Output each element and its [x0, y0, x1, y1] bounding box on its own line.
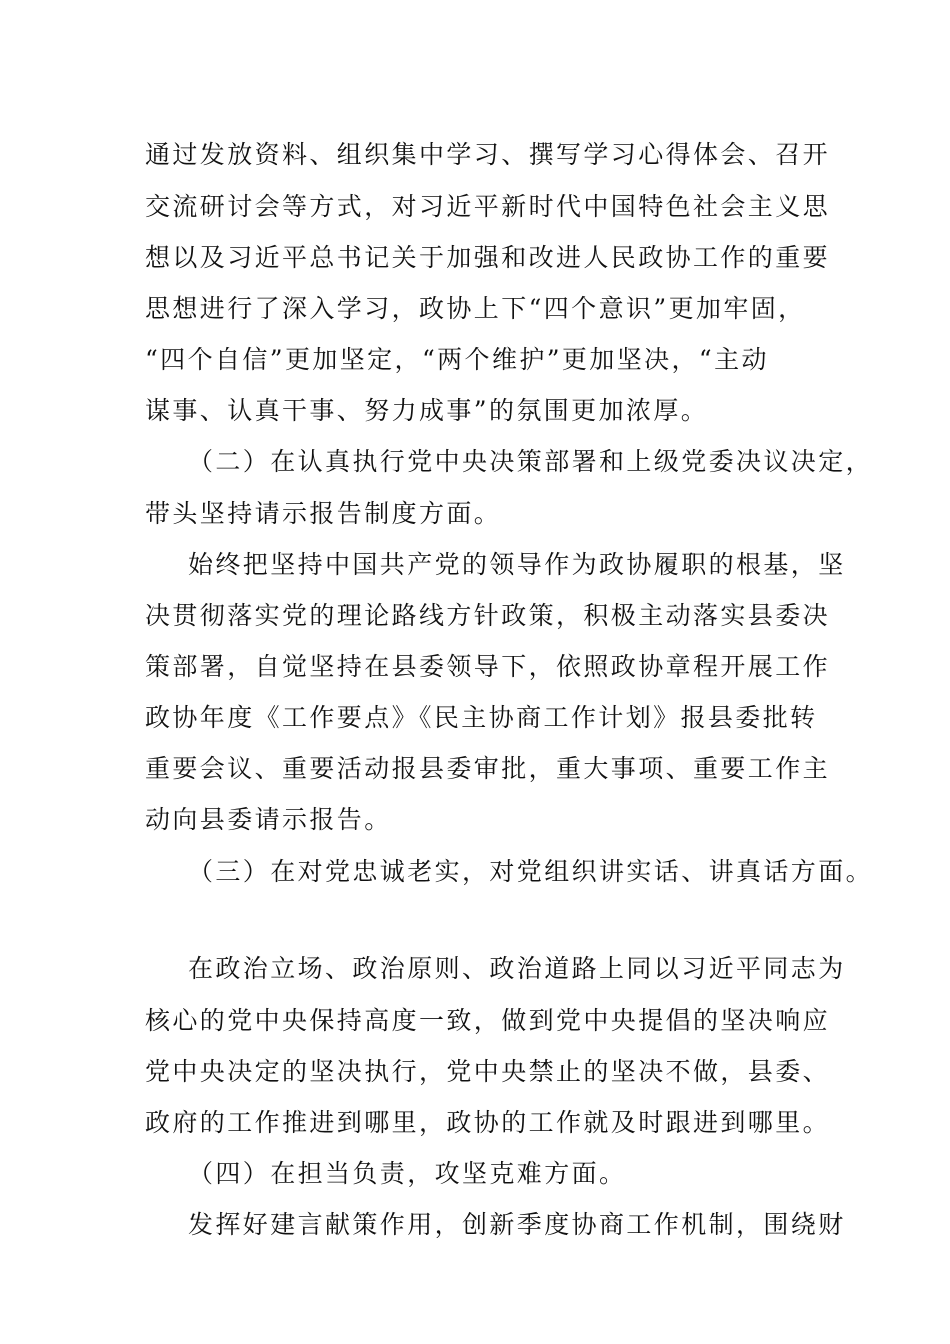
text-line: 重要会议、重要活动报县委审批，重大事项、重要工作主 — [145, 754, 831, 783]
text-line: 核心的党中央保持高度一致，做到党中央提倡的坚决响应 — [145, 1006, 831, 1035]
text-line: “四个自信”更加坚定，“两个维护”更加坚决，“主动 — [145, 345, 769, 374]
text-line: 交流研讨会等方式，对习近平新时代中国特色社会主义思 — [145, 192, 831, 221]
text-line: 在政治立场、政治原则、政治道路上同以习近平同志为 — [188, 954, 846, 983]
text-line: 政府的工作推进到哪里，政协的工作就及时跟进到哪里。 — [145, 1108, 831, 1137]
section-heading: （四）在担当负责，攻坚克难方面。 — [188, 1159, 627, 1188]
text-line: 发挥好建言献策作用，创新季度协商工作机制，围绕财 — [188, 1210, 846, 1239]
text-line: 策部署，自觉坚持在县委领导下，依照政协章程开展工作 — [145, 652, 831, 681]
text-line: 党中央决定的坚决执行，党中央禁止的坚决不做，县委、 — [145, 1057, 831, 1086]
text-line: 通过发放资料、组织集中学习、撰写学习心得体会、召开 — [145, 140, 831, 169]
text-line: 带头坚持请示报告制度方面。 — [145, 499, 502, 528]
section-heading: （二）在认真执行党中央决策部署和上级党委决议决定， — [188, 447, 874, 476]
text-line: 思想进行了深入学习，政协上下“四个意识”更加牢固， — [145, 294, 806, 323]
text-line: 动向县委请示报告。 — [145, 805, 392, 834]
text-line: 谋事、认真干事、努力成事”的氛围更加浓厚。 — [145, 396, 709, 425]
text-line: 决贯彻落实党的理论路线方针政策，积极主动落实县委决 — [145, 601, 831, 630]
text-line: 始终把坚持中国共产党的领导作为政协履职的根基，坚 — [188, 550, 846, 579]
text-line: 政协年度《工作要点》《民主协商工作计划》报县委批转 — [145, 703, 818, 732]
text-line: 想以及习近平总书记关于加强和改进人民政协工作的重要 — [145, 243, 831, 272]
section-heading: （三）在对党忠诚老实，对党组织讲实话、讲真话方面。 — [188, 857, 874, 886]
